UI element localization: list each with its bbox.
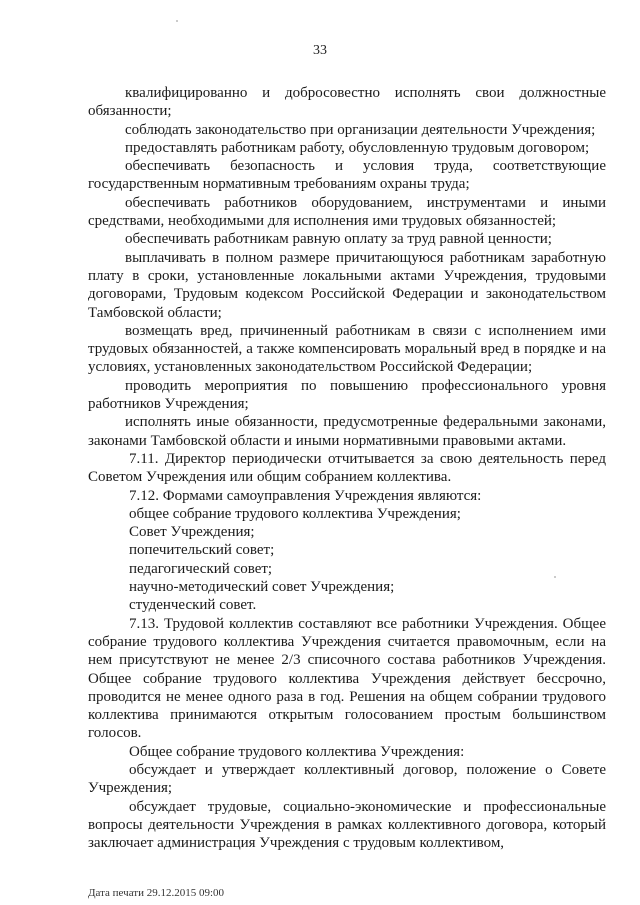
paragraph: 7.12. Формами самоуправления Учреждения являются: bbox=[129, 487, 482, 504]
paragraph: возмещать вред, причиненный работникам в связи с исполнением ими трудовых обязанностей, а также компенсировать моральный вред в порядке и на условиях, установленных законодательством Российской Федерации; bbox=[88, 322, 606, 376]
paragraph: квалифицированно и добросовестно исполнять свои должностные обязанности; bbox=[88, 85, 606, 120]
print-date-footer: Дата печати 29.12.2015 09:00 bbox=[88, 887, 225, 899]
paragraph: обеспечивать работников оборудованием, инструментами и иными средствами, необходимыми для исполнения ими трудовых обязанностей; bbox=[88, 194, 606, 230]
paragraph: обеспечивать работникам равную оплату за труд равной ценности; bbox=[125, 231, 552, 248]
list-item: попечительский совет; bbox=[129, 542, 275, 559]
page-number: 33 bbox=[313, 43, 327, 58]
scan-speck bbox=[176, 20, 178, 22]
paragraph: 7.11. Директор периодически отчитывается за свою деятельность перед Советом Учреждения или общим собранием коллектива. bbox=[88, 450, 606, 486]
list-item: педагогический совет; bbox=[129, 560, 273, 577]
paragraph: исполнять иные обязанности, предусмотренные федеральными законами, законами Тамбовской области и иными нормативными правовыми актами. bbox=[88, 414, 606, 449]
list-item: общее собрание трудового коллектива Учреждения; bbox=[129, 505, 461, 522]
paragraph: предоставлять работникам работу, обусловленную трудовым договором; bbox=[125, 139, 590, 156]
list-item: студенческий совет. bbox=[129, 597, 257, 614]
paragraph: соблюдать законодательство при организации деятельности Учреждения; bbox=[125, 121, 596, 138]
paragraph: обеспечивать безопасность и условия труда, соответствующие государственным нормативным требованиям охраны труда; bbox=[88, 158, 606, 193]
list-item: Совет Учреждения; bbox=[129, 524, 255, 541]
paragraph: Общее собрание трудового коллектива Учреждения: bbox=[129, 743, 465, 760]
paragraph: выплачивать в полном размере причитающуюся работникам заработную плату в сроки, установленные локальными актами Учреждения, трудовыми договорами, Трудовым кодексом Российской Федерации и законодательством Тамбовской области; bbox=[88, 249, 606, 321]
paragraph: проводить мероприятия по повышению профессионального уровня работников Учреждения; bbox=[88, 377, 606, 413]
document-body bbox=[88, 84, 606, 852]
paragraph: 7.13. Трудовой коллектив составляют все работники Учреждения. Общее собрание трудового коллектива Учреждения считается правомочным, если на нем присутствуют не менее 2/3 списочного состава работников Учреждения. Общее собрание трудового коллектива Учреждения действует бессрочно, проводится не менее одного раза в год. Решения на общем собрании трудового коллектива принимаются открытым голосованием простым большинством голосов. bbox=[88, 615, 606, 742]
list-item: научно-методический совет Учреждения; bbox=[129, 579, 395, 596]
paragraph: обсуждает и утверждает коллективный договор, положение о Совете Учреждения; bbox=[88, 761, 606, 797]
paragraph: обсуждает трудовые, социально-экономические и профессиональные вопросы деятельности Учреждения в рамках коллективного договора, который заключает администрация Учреждения с трудовым коллективом, bbox=[88, 798, 606, 852]
